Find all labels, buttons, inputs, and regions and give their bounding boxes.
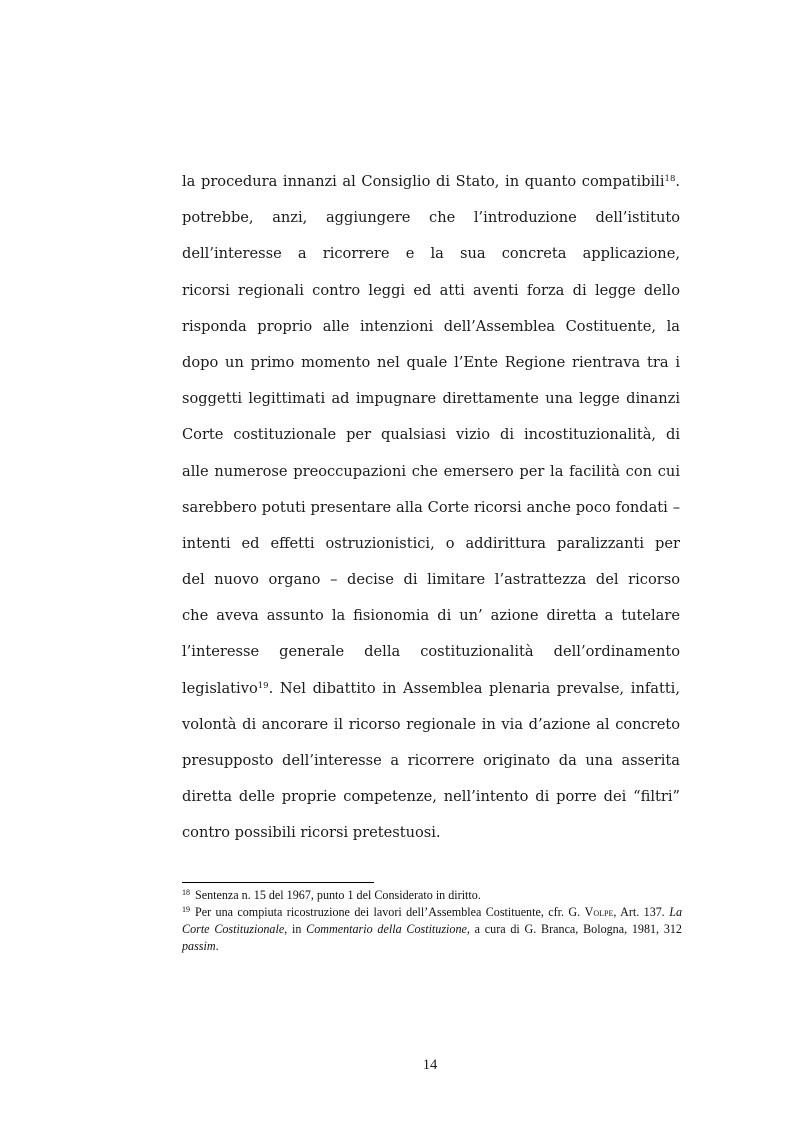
body-line-14: l’interesse generale della costituzionalità dell’ordinamento	[182, 643, 680, 661]
footnote-ref-18[interactable]: 18	[664, 174, 676, 184]
body-line-13: che aveva assunto la fisionomia di un’ azione diretta a tutelare	[182, 607, 680, 625]
body-line-10: sarebbero potuti presentare alla Corte ricorsi anche poco fondati –	[182, 498, 680, 516]
footnote-19: $^{19}$ Per una compiuta ricostruzione dei lavori dell’Assemblea Costituente, cfr. G. Volpe, Art. 137. La Corte Costituzionale, in Commentario della Costituzione, a cura di G. Branca, Bologna, 1981, 312 passim.	[182, 905, 682, 953]
body-line-9: alle numerose preoccupazioni che emersero per la facilità con cui	[182, 462, 680, 480]
citation-work: Commentario della Costituzione,	[306, 922, 470, 936]
body-line-17: presupposto dell’interesse a ricorrere originato da una asserita	[182, 752, 680, 769]
body-line-2: potrebbe, anzi, aggiungere che l’introduzione dell’istituto	[182, 209, 680, 227]
body-line-4: ricorsi regionali contro leggi ed atti aventi forza di legge dello	[182, 281, 680, 299]
body-line-19: contro possibili ricorsi pretestuosi.	[182, 824, 441, 842]
footnote-separator	[182, 882, 374, 883]
footnote-18	[182, 887, 682, 904]
author-name: Volpe	[584, 905, 614, 919]
body-line-1: la procedura innanzi al Consiglio di Stato, in quanto compatibili$^{18}$.	[182, 173, 680, 190]
body-line-16: volontà di ancorare il ricorso regionale in via d’azione al concreto	[182, 715, 680, 733]
body-line-7: soggetti legittimati ad impugnare direttamente una legge dinanzi	[182, 390, 680, 408]
footnote-ref-19[interactable]: 19	[257, 680, 269, 691]
body-line-3: dell’interesse a ricorrere e la sua concreta applicazione,	[182, 245, 680, 263]
body-line-15: legislativo$^{19}$. Nel dibattito in Assemblea plenaria prevalse, infatti,	[182, 679, 680, 697]
footnote-text-18: Sentenza n. 15 del 1967, punto 1 del Considerato in diritto.	[195, 888, 481, 902]
citation-title: La Corte Costituzionale,	[182, 905, 682, 936]
body-text	[182, 164, 680, 852]
footnote-number-19: 19	[182, 905, 190, 914]
body-line-18: diretta delle proprie competenze, nell’intento di porre dei “filtri”	[182, 788, 680, 806]
body-line-11: intenti ed effetti ostruzionistici, o addirittura paralizzanti per	[182, 534, 680, 552]
body-line-8: Corte costituzionale per qualsiasi vizio di incostituzionalità, di	[182, 426, 680, 444]
body-line-5: risponda proprio alle intenzioni dell’Assemblea Costituente, la	[182, 317, 680, 335]
citation-passim: passim	[182, 939, 216, 953]
page-number: 14	[422, 1057, 438, 1073]
footnotes	[182, 887, 682, 955]
body-line-12: del nuovo organo – decise di limitare l’astrattezza del ricorso	[182, 571, 680, 589]
body-line-6: dopo un primo momento nel quale l’Ente Regione rientrava tra i	[182, 353, 680, 371]
footnote-number-18: 18	[182, 888, 190, 897]
